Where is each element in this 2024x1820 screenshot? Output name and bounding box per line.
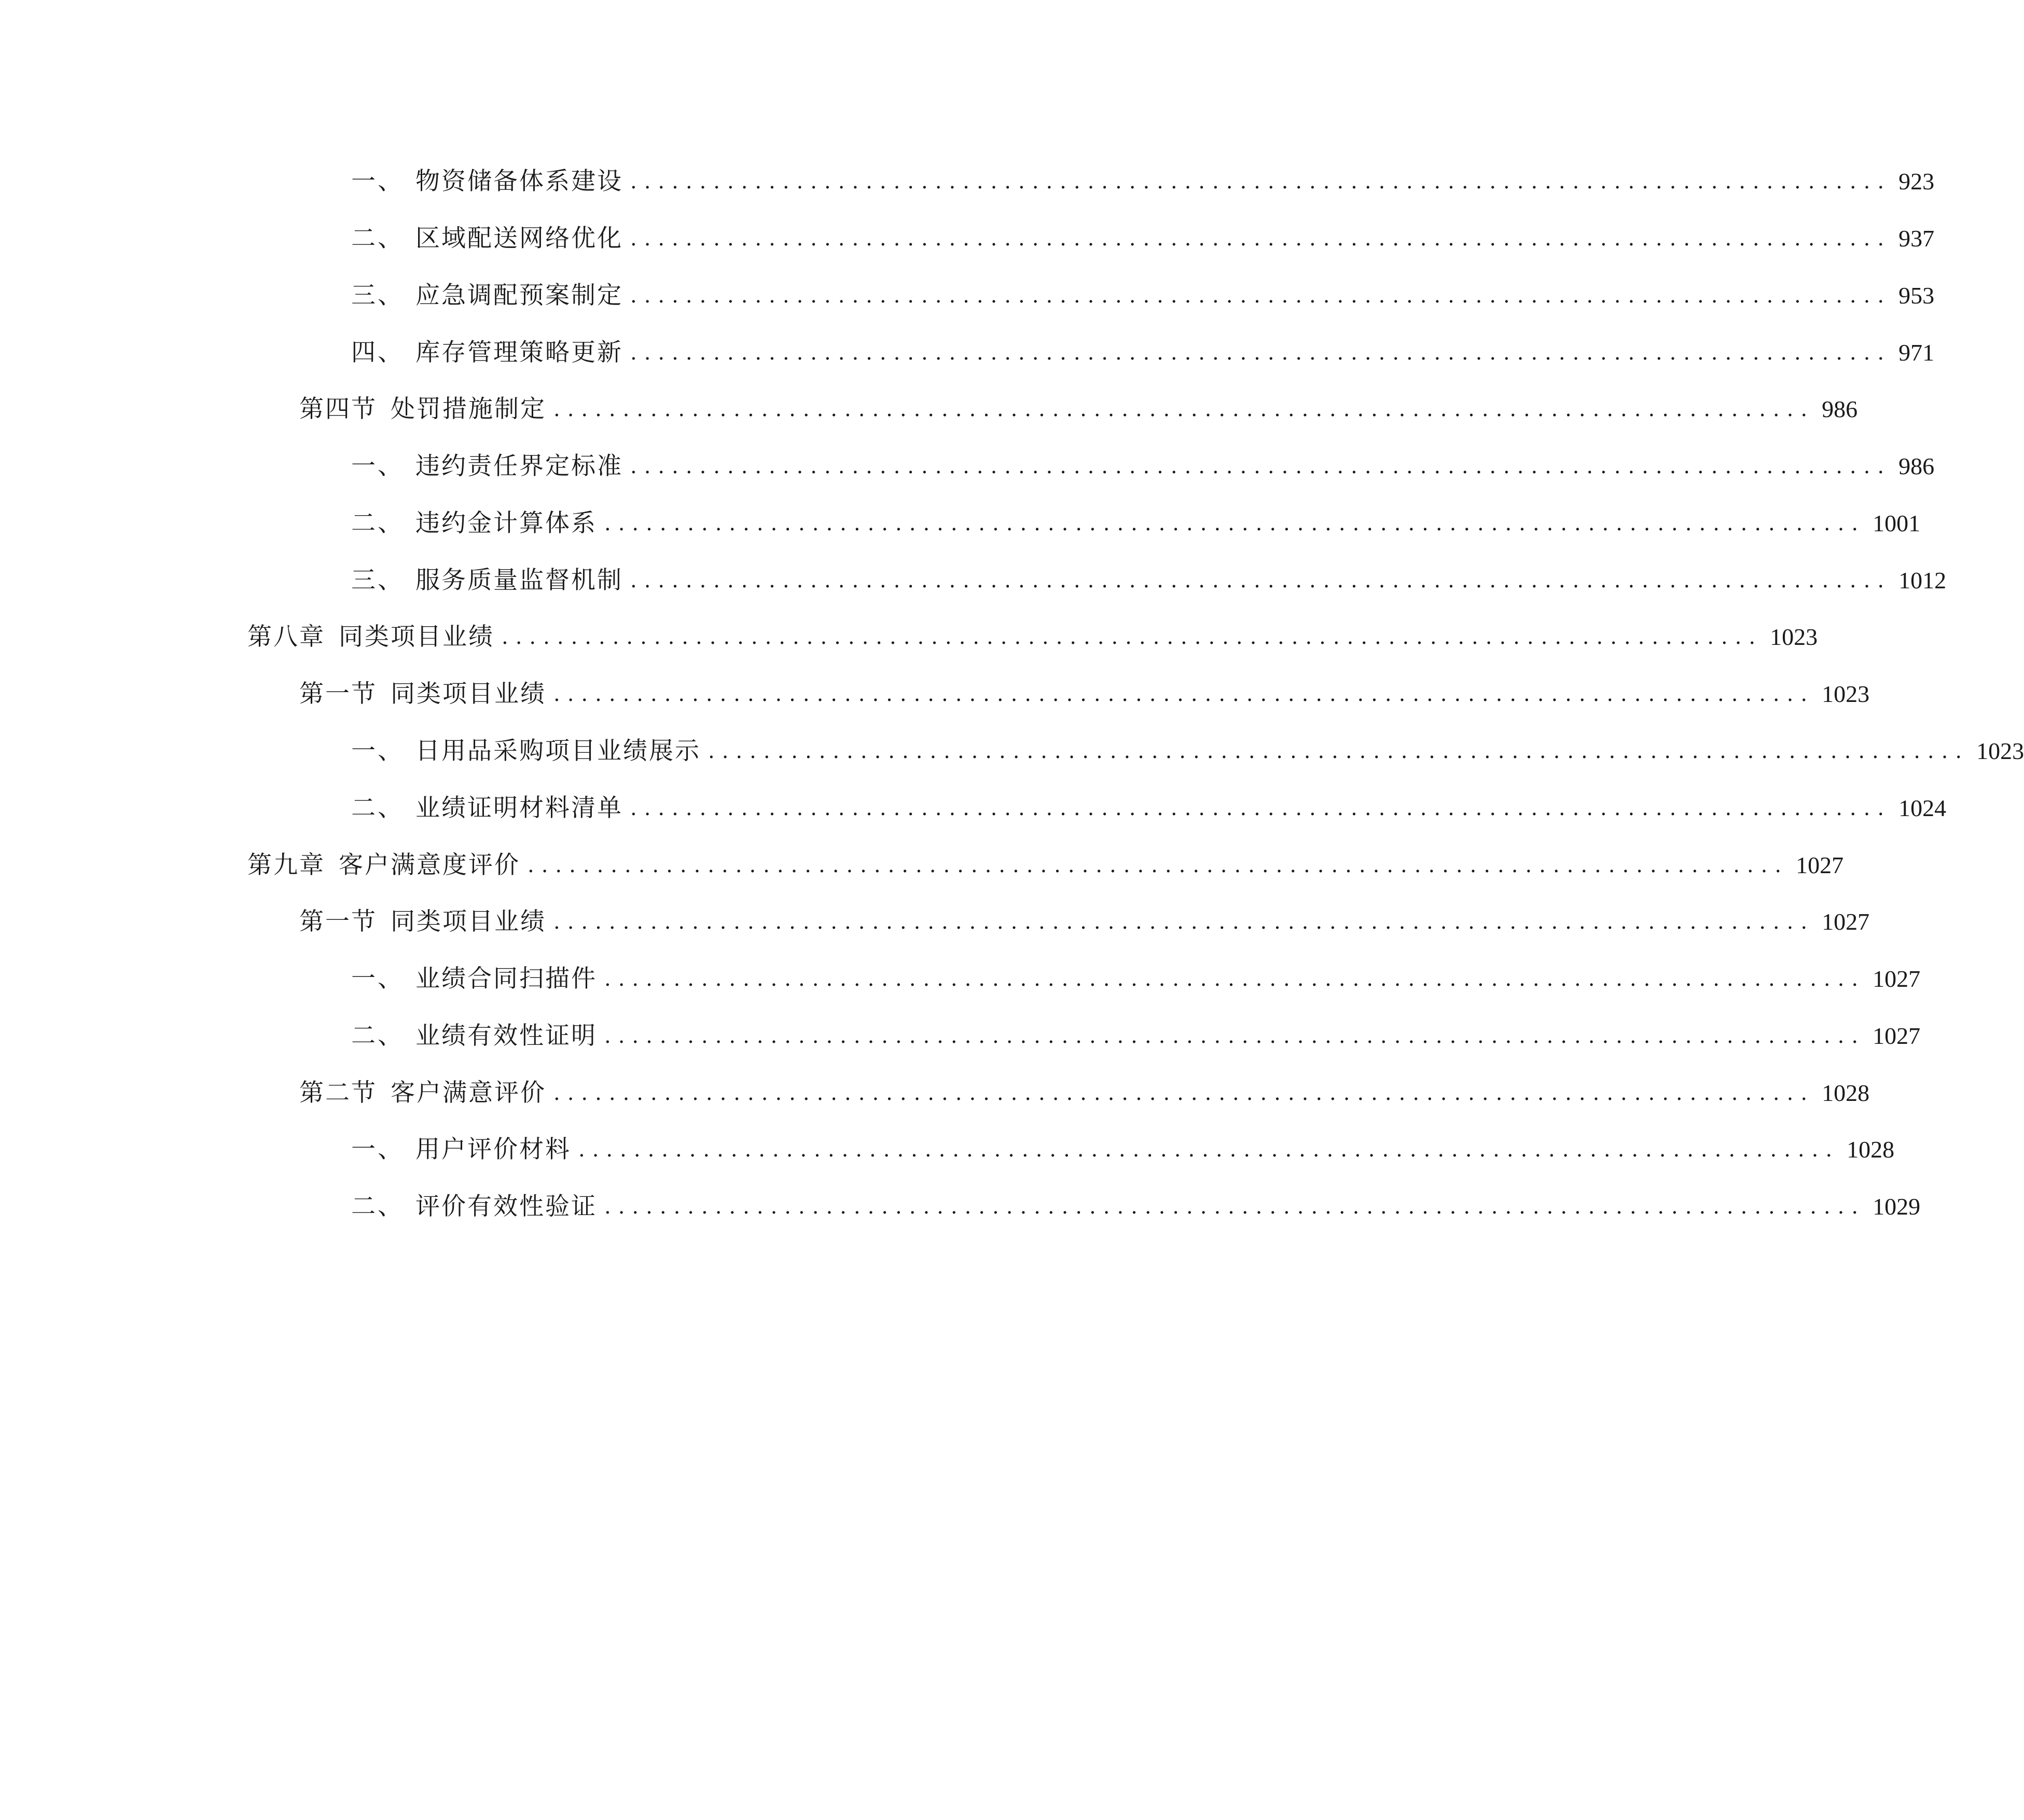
toc-entry-title: 客户满意度评价 — [339, 851, 520, 879]
toc-entry-title: 库存管理策略更新 — [415, 338, 623, 367]
toc-entry-number: 二、 — [351, 794, 404, 822]
toc-entry-number: 第八章 — [247, 623, 325, 651]
dot-leader: ........................................................................................... — [630, 569, 1892, 592]
toc-entry-title: 区域配送网络优化 — [415, 224, 623, 253]
toc-entry-title: 业绩证明材料清单 — [415, 794, 623, 822]
toc-entry-number: 第一节 — [299, 680, 377, 708]
toc-entry-title: 服务质量监督机制 — [415, 566, 623, 595]
toc-entry-number: 三、 — [351, 566, 404, 595]
toc-entry-title: 应急调配预案制定 — [415, 281, 623, 310]
dot-leader: ........................................................................................... — [578, 1138, 1840, 1162]
toc-entry[interactable] — [351, 1186, 1921, 1228]
dot-leader: ........................................................................................... — [708, 739, 1970, 763]
toc-entry[interactable] — [351, 446, 1935, 487]
toc-entry[interactable] — [351, 218, 1935, 259]
dot-leader: ........................................................................................... — [604, 1195, 1866, 1219]
toc-entry-number: 二、 — [351, 1022, 404, 1050]
toc-entry[interactable] — [351, 332, 1935, 374]
toc-entry-page: 986 — [1898, 453, 1935, 479]
dot-leader: ........................................................................................... — [630, 341, 1892, 365]
toc-entry-page: 1027 — [1822, 908, 1870, 935]
toc-entry[interactable] — [299, 901, 1870, 943]
toc-entry-number: 一、 — [351, 167, 404, 196]
toc-entry-number: 四、 — [351, 338, 404, 367]
toc-entry-number: 一、 — [351, 964, 404, 993]
toc-entry-title: 同类项目业绩 — [391, 680, 546, 708]
dot-leader: ........................................................................................... — [604, 512, 1866, 535]
dot-leader: ........................................................................................... — [604, 967, 1866, 991]
toc-entry-page: 1024 — [1898, 795, 1947, 821]
toc-entry[interactable] — [351, 1015, 1921, 1057]
toc-entry-page: 1023 — [1976, 738, 2024, 764]
toc-entry-page: 1027 — [1873, 1023, 1921, 1049]
dot-leader: ........................................................................................... — [528, 853, 1789, 877]
toc-entry[interactable] — [351, 958, 1921, 1000]
toc-entry[interactable] — [299, 673, 1870, 715]
toc-entry-title: 日用品采购项目业绩展示 — [415, 737, 701, 765]
toc-entry-page: 1027 — [1796, 852, 1844, 878]
toc-entry-title: 评价有效性验证 — [415, 1192, 597, 1221]
toc-entry-title: 物资储备体系建设 — [415, 167, 623, 196]
toc-entry-title: 客户满意评价 — [391, 1079, 546, 1107]
toc-entry-title: 处罚措施制定 — [391, 395, 546, 423]
toc-entry-page: 1027 — [1873, 966, 1921, 992]
dot-leader: ........................................................................................... — [630, 170, 1892, 194]
toc-entry-page: 923 — [1898, 168, 1935, 195]
toc-entry[interactable] — [351, 503, 1921, 544]
toc-entry-number: 二、 — [351, 1192, 404, 1221]
toc-entry[interactable] — [351, 161, 1935, 202]
toc-entry-number: 第二节 — [299, 1079, 377, 1107]
toc-entry-page: 1029 — [1873, 1193, 1921, 1220]
dot-leader: ........................................................................................... — [553, 397, 1815, 421]
toc-entry-page: 986 — [1822, 396, 1858, 422]
dot-leader: ........................................................................................... — [630, 227, 1892, 251]
toc-entry-page: 1028 — [1822, 1080, 1870, 1106]
toc-entry-title: 业绩有效性证明 — [415, 1022, 597, 1050]
toc-entry-title: 违约责任界定标准 — [415, 452, 623, 480]
toc-entry[interactable] — [351, 730, 2024, 772]
toc-entry[interactable] — [351, 788, 1947, 829]
toc-entry-number: 二、 — [351, 224, 404, 253]
dot-leader: ........................................................................................... — [630, 284, 1892, 308]
dot-leader: ........................................................................................... — [630, 454, 1892, 478]
toc-entry-page: 953 — [1898, 282, 1935, 309]
toc-entry-number: 一、 — [351, 452, 404, 480]
toc-entry-number: 一、 — [351, 1135, 404, 1164]
toc-entry[interactable] — [247, 616, 1818, 658]
dot-leader: ........................................................................................... — [604, 1024, 1866, 1048]
toc-entry[interactable] — [299, 1072, 1870, 1114]
toc-entry-title: 同类项目业绩 — [391, 907, 546, 936]
dot-leader: ........................................................................................... — [553, 910, 1815, 934]
toc-entry-page: 1023 — [1822, 681, 1870, 707]
toc-entry-number: 第一节 — [299, 907, 377, 936]
toc-entry-title: 业绩合同扫描件 — [415, 964, 597, 993]
toc-entry-page: 1023 — [1770, 624, 1818, 650]
toc-entry-number: 第九章 — [247, 851, 325, 879]
toc-entry[interactable] — [351, 560, 1947, 601]
toc-entry-number: 二、 — [351, 509, 404, 537]
toc-entry[interactable] — [351, 1129, 1895, 1170]
dot-leader: ........................................................................................... — [553, 682, 1815, 706]
dot-leader: ........................................................................................... — [630, 796, 1892, 820]
toc-entry[interactable] — [351, 275, 1935, 316]
toc-entry-number: 三、 — [351, 281, 404, 310]
dot-leader: ........................................................................................... — [553, 1081, 1815, 1105]
toc-entry-page: 1001 — [1873, 510, 1921, 536]
toc-entry-title: 违约金计算体系 — [415, 509, 597, 537]
toc-entry[interactable] — [299, 389, 1858, 430]
toc-entry-number: 一、 — [351, 737, 404, 765]
toc-entry-page: 971 — [1898, 339, 1935, 366]
toc-entry[interactable] — [247, 845, 1844, 886]
dot-leader: ........................................................................................... — [502, 625, 1763, 649]
toc-entry-title: 同类项目业绩 — [339, 623, 494, 651]
toc-entry-page: 937 — [1898, 225, 1935, 252]
toc-entry-page: 1012 — [1898, 567, 1947, 594]
toc-entry-title: 用户评价材料 — [415, 1135, 571, 1164]
toc-entry-number: 第四节 — [299, 395, 377, 423]
toc-entry-page: 1028 — [1847, 1136, 1895, 1163]
